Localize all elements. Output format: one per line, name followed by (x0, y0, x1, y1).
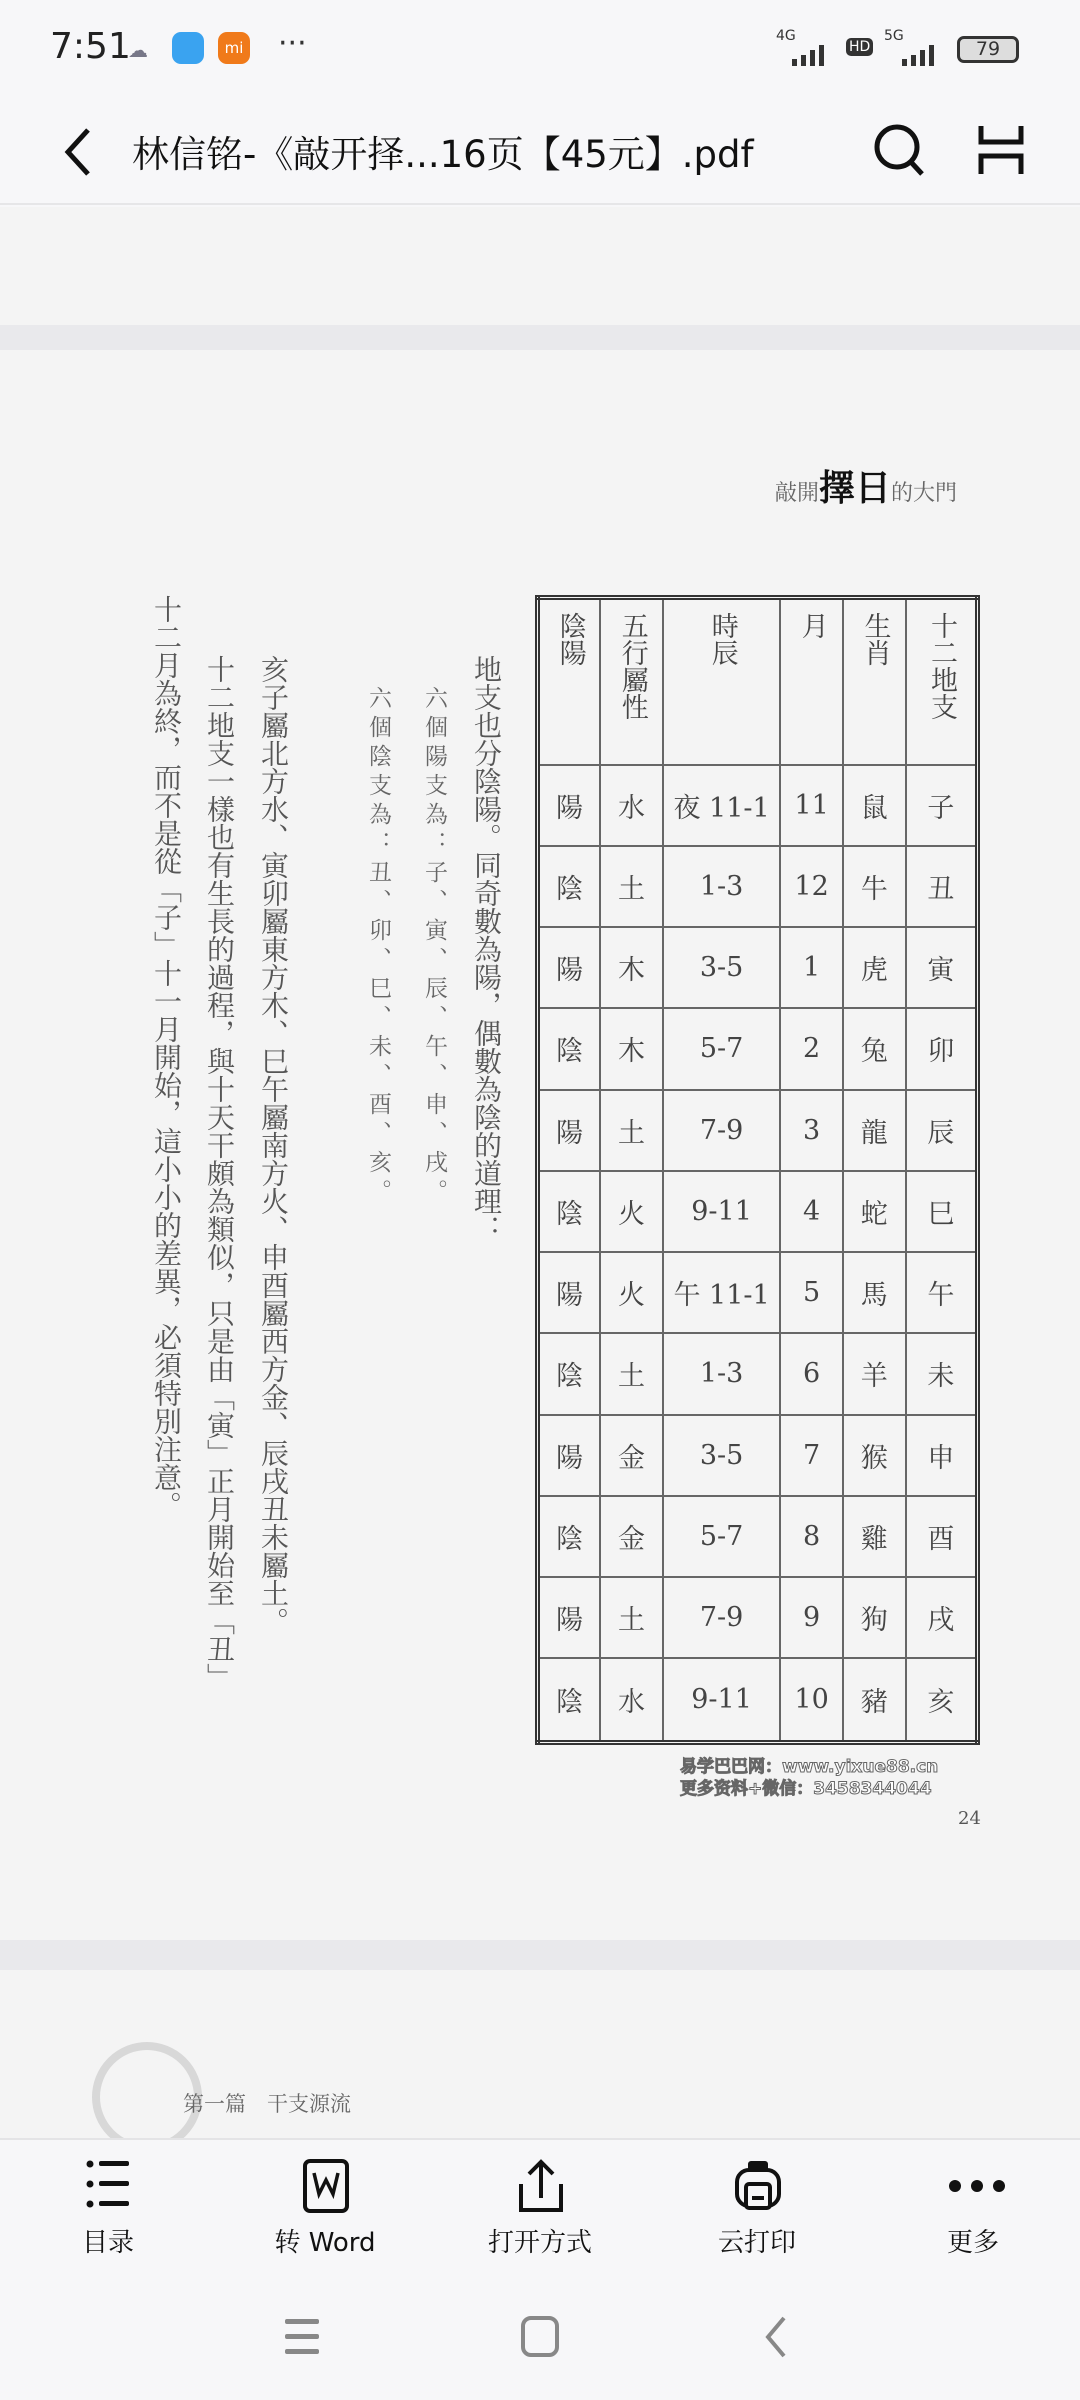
cloud-icon: ☁ (128, 38, 148, 62)
outline-toggle-icon[interactable] (975, 122, 1027, 178)
table-cell: 馬 (843, 1252, 906, 1333)
more-button[interactable] (893, 2140, 1053, 2290)
table-cell: 火 (600, 1171, 663, 1252)
table-cell: 夜 11-1 (663, 765, 780, 846)
running-head (775, 460, 957, 511)
table-cell: 7-9 (663, 1090, 780, 1171)
column-header (906, 598, 978, 765)
column-header-label: 五行屬性 (616, 612, 648, 720)
page-gap (0, 325, 1080, 350)
table-cell: 陰 (538, 1658, 601, 1742)
table-cell: 陽 (538, 1252, 601, 1333)
table-cell: 1-3 (663, 1333, 780, 1414)
table-row (538, 1496, 978, 1577)
table-cell: 6 (780, 1333, 843, 1414)
table-cell: 1 (780, 927, 843, 1008)
system-nav-bar (0, 2290, 1080, 2400)
column-header (663, 598, 780, 765)
table-cell: 3-5 (663, 1415, 780, 1496)
previous-page (0, 207, 1080, 325)
back-nav-icon[interactable] (760, 2315, 790, 2359)
table-cell: 9-11 (663, 1171, 780, 1252)
column-header-label: 陰陽 (554, 612, 586, 666)
table-cell: 7-9 (663, 1577, 780, 1658)
table-cell: 寅 (906, 927, 978, 1008)
watermark (680, 1756, 938, 1800)
table-row (538, 1171, 978, 1252)
hd-icon: HD (846, 38, 873, 56)
convert-word-label: 转 Word (274, 2228, 376, 2258)
table-row (538, 1415, 978, 1496)
table-cell: 亥 (906, 1658, 978, 1742)
column-header-label: 時辰 (706, 612, 738, 666)
table-cell: 9-11 (663, 1658, 780, 1742)
table-cell: 土 (600, 1577, 663, 1658)
table-cell: 木 (600, 1008, 663, 1089)
open-with-button[interactable] (460, 2140, 620, 2290)
table-cell: 豬 (843, 1658, 906, 1742)
mi-app-icon: mi (218, 32, 250, 64)
column-header (780, 598, 843, 765)
network-type-4g: 4G (776, 28, 796, 44)
table-cell: 3 (780, 1090, 843, 1171)
table-header-row (538, 598, 978, 765)
table-cell: 11 (780, 765, 843, 846)
chapter-heading: 第一篇 干支源流 (183, 2092, 351, 2116)
toc-label: 目录 (81, 2228, 134, 2258)
table-cell: 兔 (843, 1008, 906, 1089)
watermark-line: 易学巴巴网：www.yixue88.cn (680, 1757, 939, 1777)
table-row (538, 1658, 978, 1742)
table-cell: 蛇 (843, 1171, 906, 1252)
table-row (538, 1333, 978, 1414)
table-cell: 3-5 (663, 927, 780, 1008)
open-with-label: 打开方式 (487, 2228, 592, 2258)
table-cell: 未 (906, 1333, 978, 1414)
home-icon[interactable] (520, 2315, 560, 2359)
table-cell: 木 (600, 927, 663, 1008)
table-cell: 猴 (843, 1415, 906, 1496)
table-cell: 辰 (906, 1090, 978, 1171)
paragraph-2: 亥子屬北方水、寅卯屬東方木、巳午屬南方火、申酉屬西方金、辰戌丑未屬土。 (257, 655, 290, 1635)
top-bar (0, 100, 1080, 205)
table-cell: 陰 (538, 846, 601, 927)
printer-icon (733, 2158, 783, 2214)
table-row (538, 927, 978, 1008)
table-cell: 陰 (538, 1008, 601, 1089)
earthly-branches-table (535, 595, 980, 1745)
column-header-label: 月 (796, 612, 828, 639)
running-head-post: 的大門 (891, 481, 958, 506)
table-cell: 5-7 (663, 1008, 780, 1089)
running-head-logo: 擇日 (819, 467, 892, 509)
table-cell: 陰 (538, 1333, 601, 1414)
table-cell: 7 (780, 1415, 843, 1496)
table-cell: 陽 (538, 1090, 601, 1171)
column-header (600, 598, 663, 765)
table-cell: 陽 (538, 1577, 601, 1658)
cloud-print-button[interactable] (677, 2140, 837, 2290)
table-cell: 戌 (906, 1577, 978, 1658)
column-header-label: 十二地支 (925, 612, 957, 720)
table-cell: 雞 (843, 1496, 906, 1577)
table-cell: 陽 (538, 1415, 601, 1496)
signal-5g-icon (900, 44, 940, 66)
more-icon (949, 2158, 1005, 2214)
table-cell: 8 (780, 1496, 843, 1577)
convert-word-button[interactable] (245, 2140, 405, 2290)
table-cell: 水 (600, 1658, 663, 1742)
table-cell: 2 (780, 1008, 843, 1089)
table-cell: 羊 (843, 1333, 906, 1414)
table-cell: 金 (600, 1496, 663, 1577)
table-row (538, 1252, 978, 1333)
page-number: 24 (958, 1808, 981, 1829)
running-head-pre: 敲開 (775, 481, 820, 506)
table-cell: 5 (780, 1252, 843, 1333)
back-icon[interactable] (58, 124, 98, 180)
table-cell: 12 (780, 846, 843, 927)
column-header (843, 598, 906, 765)
table-cell: 土 (600, 1090, 663, 1171)
recent-apps-icon[interactable] (283, 2317, 321, 2357)
table-cell: 10 (780, 1658, 843, 1742)
paragraph-3-line-1: 十二地支一樣也有生長的過程，與十天干頗為類似，只是由「寅」正月開始至「丑」 (203, 655, 236, 1691)
table-cell: 虎 (843, 927, 906, 1008)
message-app-icon (172, 32, 204, 64)
table-row (538, 1577, 978, 1658)
table-cell: 土 (600, 1333, 663, 1414)
page-gap (0, 1940, 1080, 1970)
table-cell: 狗 (843, 1577, 906, 1658)
table-row (538, 765, 978, 846)
table-row (538, 1090, 978, 1171)
more-notifications-icon: ··· (278, 26, 307, 61)
table-cell: 9 (780, 1577, 843, 1658)
table-cell: 陽 (538, 927, 601, 1008)
table-cell: 5-7 (663, 1496, 780, 1577)
battery-level: 79 (975, 38, 1001, 60)
yang-branches-line: 六個陽支為：子、寅、辰、午、申、戌。 (421, 686, 447, 1208)
table-cell: 陽 (538, 765, 601, 846)
signal-4g-icon (790, 44, 830, 66)
table-cell: 申 (906, 1415, 978, 1496)
table-cell: 卯 (906, 1008, 978, 1089)
table-row (538, 1008, 978, 1089)
column-header (538, 598, 601, 765)
clock: 7:51 (50, 26, 131, 67)
table-cell: 鼠 (843, 765, 906, 846)
table-cell: 午 (906, 1252, 978, 1333)
paragraph-3-line-2: 十二月為終，而不是從「子」十一月開始，這小小的差異，必須特別注意。 (150, 595, 183, 1519)
table-cell: 子 (906, 765, 978, 846)
table-cell: 丑 (906, 846, 978, 927)
search-icon[interactable] (870, 120, 928, 180)
table-cell: 陰 (538, 1171, 601, 1252)
column-header-label: 生肖 (859, 612, 891, 666)
table-cell: 龍 (843, 1090, 906, 1171)
table-cell: 酉 (906, 1496, 978, 1577)
cloud-print-label: 云打印 (717, 2228, 796, 2258)
table-cell: 牛 (843, 846, 906, 927)
word-icon (301, 2158, 351, 2214)
table-cell: 金 (600, 1415, 663, 1496)
list-icon (84, 2158, 134, 2210)
bottom-toolbar (0, 2138, 1080, 2290)
yin-branches-line: 六個陰支為：丑、卯、巳、未、酉、亥。 (365, 686, 391, 1208)
table-cell: 水 (600, 765, 663, 846)
toc-button[interactable] (28, 2140, 188, 2290)
table-cell: 火 (600, 1252, 663, 1333)
table-cell: 巳 (906, 1171, 978, 1252)
table-cell: 午 11-1 (663, 1252, 780, 1333)
battery-icon (957, 36, 1019, 63)
paragraph-1: 地支也分陰陽。同奇數為陽，偶數為陰的道理： (470, 655, 503, 1243)
table-cell: 4 (780, 1171, 843, 1252)
status-bar (0, 0, 1080, 100)
table-cell: 1-3 (663, 846, 780, 927)
more-label: 更多 (946, 2228, 999, 2258)
share-icon (516, 2158, 566, 2214)
next-page[interactable] (0, 1970, 1080, 2138)
watermark-line: 更多资料+微信：3458344044 (680, 1779, 932, 1799)
table-cell: 陰 (538, 1496, 601, 1577)
table-row (538, 846, 978, 927)
document-title: 林信铭-《敲开择...16页【45元】.pdf (132, 133, 754, 176)
network-type-5g: 5G (884, 28, 904, 44)
table-cell: 土 (600, 846, 663, 927)
